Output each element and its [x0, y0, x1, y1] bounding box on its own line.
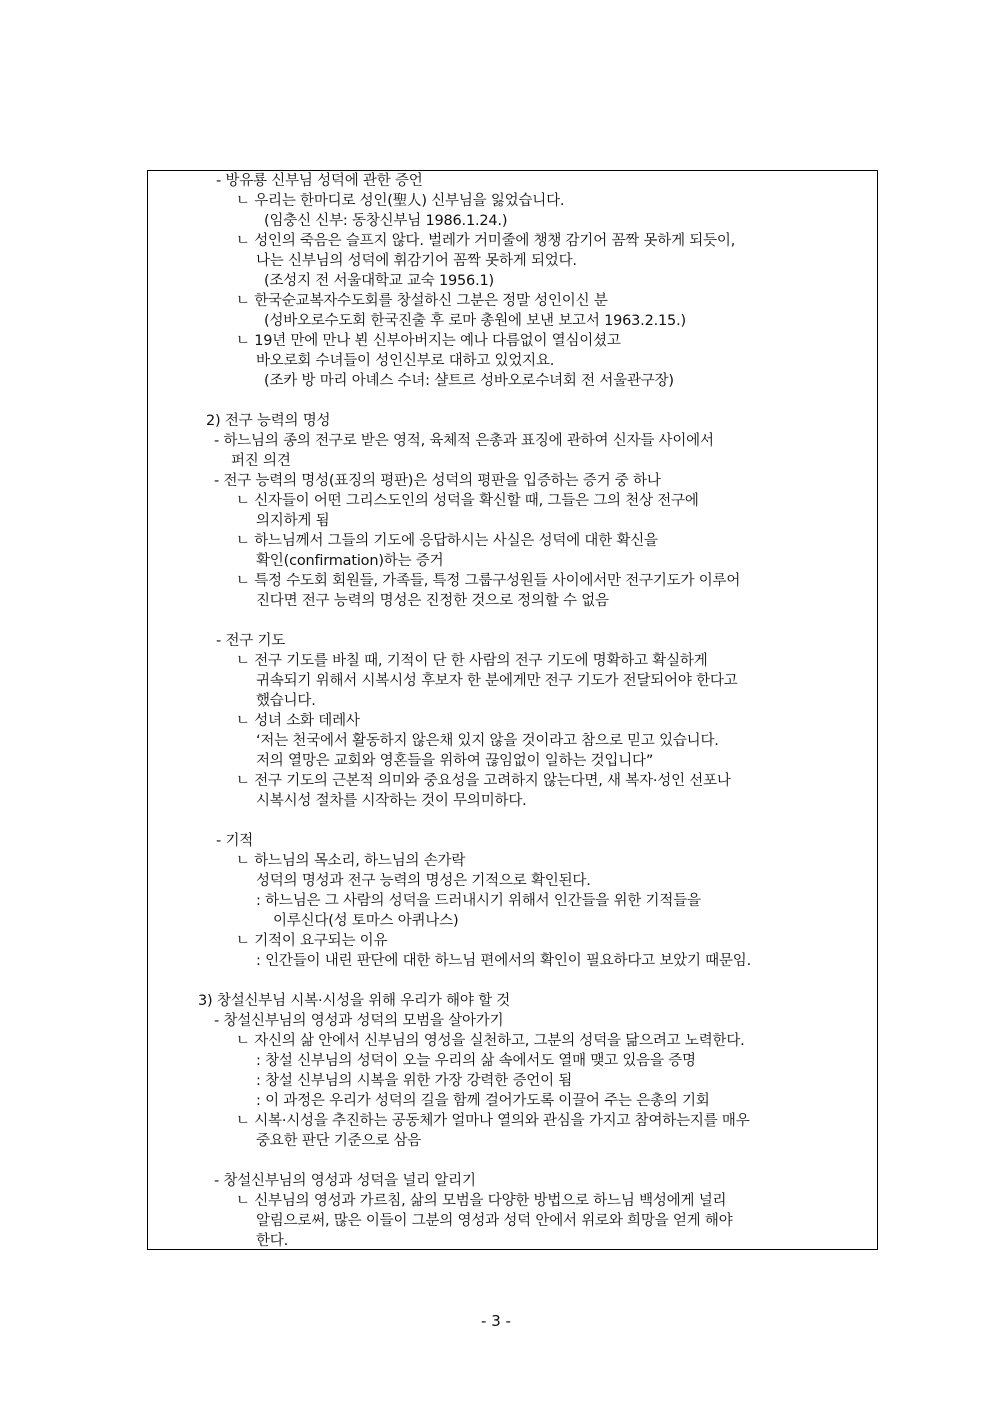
citation: (조성지 전 서울대학교 교숙 1956.1) [264, 273, 494, 289]
section-heading: 2) 전구 능력의 명성 [206, 413, 331, 429]
continuation: 귀속되기 위해서 시복시성 후보자 한 분에게만 전구 기도가 전달되어야 한다고 [256, 673, 738, 689]
sub-item: ㄴ 성인의 죽음은 슬프지 않다. 벌레가 거미줄에 챙챙 감기어 꼼짝 못하게 되듯이, [236, 233, 736, 249]
continuation: 중요한 판단 기준으로 삼음 [256, 1133, 422, 1149]
bullet-item: - 전구 능력의 명성(표징의 평판)은 성덕의 평판을 입증하는 증거 중 하나 [214, 473, 661, 489]
sub-item: ㄴ 우리는 한마디로 성인(聖人) 신부님을 잃었습니다. [236, 193, 565, 209]
continuation: 나는 신부님의 성덕에 휘감기어 꼼짝 못하게 되었다. [256, 253, 577, 269]
quote: 저의 열망은 교회와 영혼들을 위하여 끊임없이 일하는 것입니다” [256, 753, 654, 769]
sub-item: ㄴ 전구 기도를 바칠 때, 기적이 단 한 사람의 전구 기도에 명확하고 확실하게 [236, 653, 708, 669]
citation: (성바오로수도회 한국진출 후 로마 총원에 보낸 보고서 1963.2.15.) [264, 313, 686, 329]
continuation: 진다면 전구 능력의 명성은 진정한 것으로 정의할 수 없음 [256, 593, 609, 609]
continuation: 시복시성 절차를 시작하는 것이 무의미하다. [256, 793, 527, 809]
sub-item: ㄴ 하느님의 목소리, 하느님의 손가락 [236, 853, 466, 869]
bullet-item: - 창설신부님의 영성과 성덕을 널리 알리기 [214, 1173, 476, 1189]
continuation: 한다. [256, 1233, 289, 1249]
detail-item: : 창설 신부님의 성덕이 오늘 우리의 삶 속에서도 열매 맺고 있음을 증명 [256, 1053, 696, 1069]
sub-item: ㄴ 신부님의 영성과 가르침, 삶의 모범을 다양한 방법으로 하느님 백성에게 널리 [236, 1193, 727, 1209]
continuation: 바오로회 수녀들이 성인신부로 대하고 있었지요. [256, 353, 555, 369]
continuation: 퍼진 의견 [231, 453, 291, 469]
sub-item: ㄴ 전구 기도의 근본적 의미와 중요성을 고려하지 않는다면, 새 복자·성인 선포나 [236, 773, 731, 789]
content-box [147, 170, 878, 1250]
sub-item: ㄴ 하느님께서 그들의 기도에 응답하시는 사실은 성덕에 대한 확신을 [236, 533, 658, 549]
bullet-heading: - 전구 기도 [216, 633, 286, 649]
detail-item: : 인간들이 내린 판단에 대한 하느님 편에서의 확인이 필요하다고 보았기 때문임. [256, 953, 752, 969]
bullet-item: - 창설신부님의 영성과 성덕의 모범을 살아가기 [214, 1013, 504, 1029]
continuation: 했습니다. [256, 693, 316, 709]
bullet-heading: - 기적 [216, 833, 254, 849]
continuation: 알림으로써, 많은 이들이 그분의 영성과 성덕 안에서 위로와 희망을 얻게 해야 [256, 1213, 733, 1229]
bullet-item: - 하느님의 종의 전구로 받은 영적, 육체적 은총과 표징에 관하여 신자들 사이에서 [214, 433, 714, 449]
sub-item: ㄴ 19년 만에 만나 뵌 신부아버지는 예나 다름없이 열심이셨고 [236, 333, 621, 349]
citation: (조카 방 마리 아녜스 수녀: 샬트르 성바오로수녀회 전 서울관구장) [264, 373, 674, 389]
detail-item: : 이 과정은 우리가 성덕의 길을 함께 걸어가도록 이끌어 주는 은총의 기회 [256, 1093, 710, 1109]
detail-item: : 창설 신부님의 시복을 위한 가장 강력한 증언이 됨 [256, 1073, 573, 1089]
continuation: 확인(confirmation)하는 증거 [256, 553, 444, 569]
page-number: - 3 - [481, 1312, 511, 1330]
continuation: 성덕의 명성과 전구 능력의 명성은 기적으로 확인된다. [256, 873, 591, 889]
detail-item: : 하느님은 그 사람의 성덕을 드러내시기 위해서 인간들을 위한 기적들을 [256, 893, 701, 909]
continuation: 의지하게 됨 [256, 513, 330, 529]
bullet-heading: - 방유룡 신부님 성덕에 관한 증언 [216, 173, 423, 189]
sub-item: ㄴ 자신의 삶 안에서 신부님의 영성을 실천하고, 그분의 성덕을 닮으려고 노력한다. [236, 1033, 745, 1049]
sub-item: ㄴ 특정 수도회 회원들, 가족들, 특정 그룹구성원들 사이에서만 전구기도가 이루어 [236, 573, 741, 589]
sub-item: ㄴ 성녀 소화 데레사 [236, 713, 360, 729]
sub-item: ㄴ 기적이 요구되는 이유 [236, 933, 388, 949]
quote: ‘저는 천국에서 활동하지 않은채 있지 않을 것이라고 참으로 믿고 있습니다. [256, 733, 719, 749]
sub-item: ㄴ 신자들이 어떤 그리스도인의 성덕을 확신할 때, 그들은 그의 천상 전구에 [236, 493, 699, 509]
continuation: 이루신다(성 토마스 아퀴나스) [273, 913, 459, 929]
citation: (임충신 신부: 동창신부님 1986.1.24.) [264, 213, 508, 229]
section-heading: 3) 창설신부님 시복·시성을 위해 우리가 해야 할 것 [198, 993, 511, 1009]
sub-item: ㄴ 한국순교복자수도회를 창설하신 그분은 정말 성인이신 분 [236, 293, 608, 309]
sub-item: ㄴ 시복·시성을 추진하는 공동체가 얼마나 열의와 관심을 가지고 참여하는지를 매우 [236, 1113, 750, 1129]
